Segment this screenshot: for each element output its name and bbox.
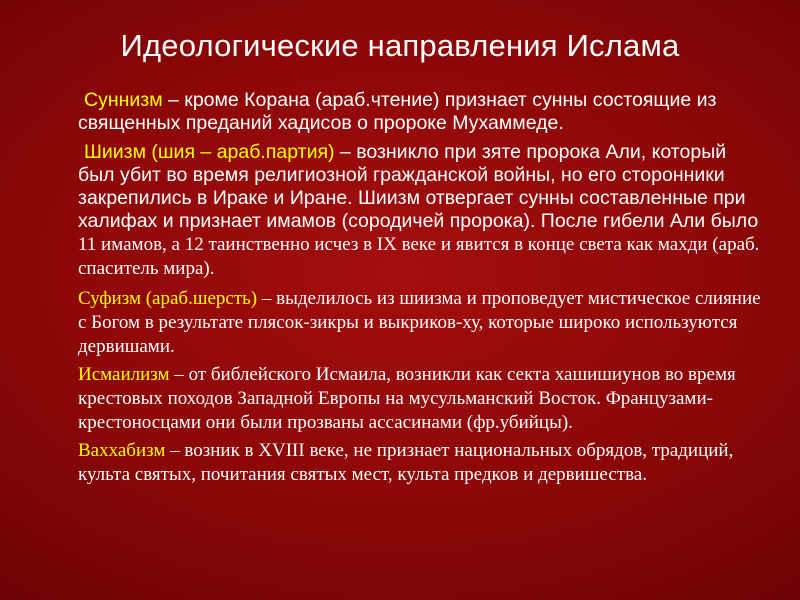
paragraph-ismailism <box>64 363 764 435</box>
slide-content <box>64 89 764 487</box>
slide-title: Идеологические направления Ислама <box>120 28 680 63</box>
paragraph-shiism <box>64 141 764 281</box>
text-sunnism: – кроме Корана (араб.чтение) признает сунны состоящие из священных преданий хадисов о пророке Мухаммеде. <box>78 89 717 134</box>
term-sufism: Суфизм (араб.шерсть) <box>78 288 258 309</box>
paragraph-sunnism <box>64 89 764 135</box>
term-wahhabism: Ваххабизм <box>78 440 166 461</box>
text-shiism: – возникло при зяте пророка Али, который был убит во время религиозной гражданской войны, но его сторонники закрепились в Ираке и Иране. Шиизм отвергает сунны составленные при халифах и признает имамов (сородичей пророка). После гибели Али было <box>78 141 759 232</box>
term-ismailism: Исмаилизм <box>78 364 170 385</box>
term-sunnism: Суннизм <box>84 89 163 111</box>
paragraph-sufism <box>64 287 764 359</box>
text-wahhabism: – возник в XVIII веке, не признает национальных обрядов, традиций, культа святых, почитания святых мест, культа предков и дервишества. <box>78 440 734 485</box>
text-shiism-serif: 11 имамов, а 12 таинственно исчез в IX веке и явится в конце света как махди (араб. спаситель мира). <box>78 234 760 279</box>
paragraph-wahhabism <box>64 439 764 487</box>
text-ismailism: – от библейского Исмаила, возникли как секта хашишиунов во время крестовых походов Западной Европы на мусульманский Восток. Французами-крестоносцами они были прозваны ассасинами (фр.убийцы). <box>78 364 736 433</box>
text-sufism: – выделилось из шиизма и проповедует мистическое слияние с Богом в результате плясок-зикры и выкриков-ху, которые широко используются дервишами. <box>78 288 761 357</box>
term-shiism: Шиизм (шия – араб.партия) <box>84 141 335 163</box>
